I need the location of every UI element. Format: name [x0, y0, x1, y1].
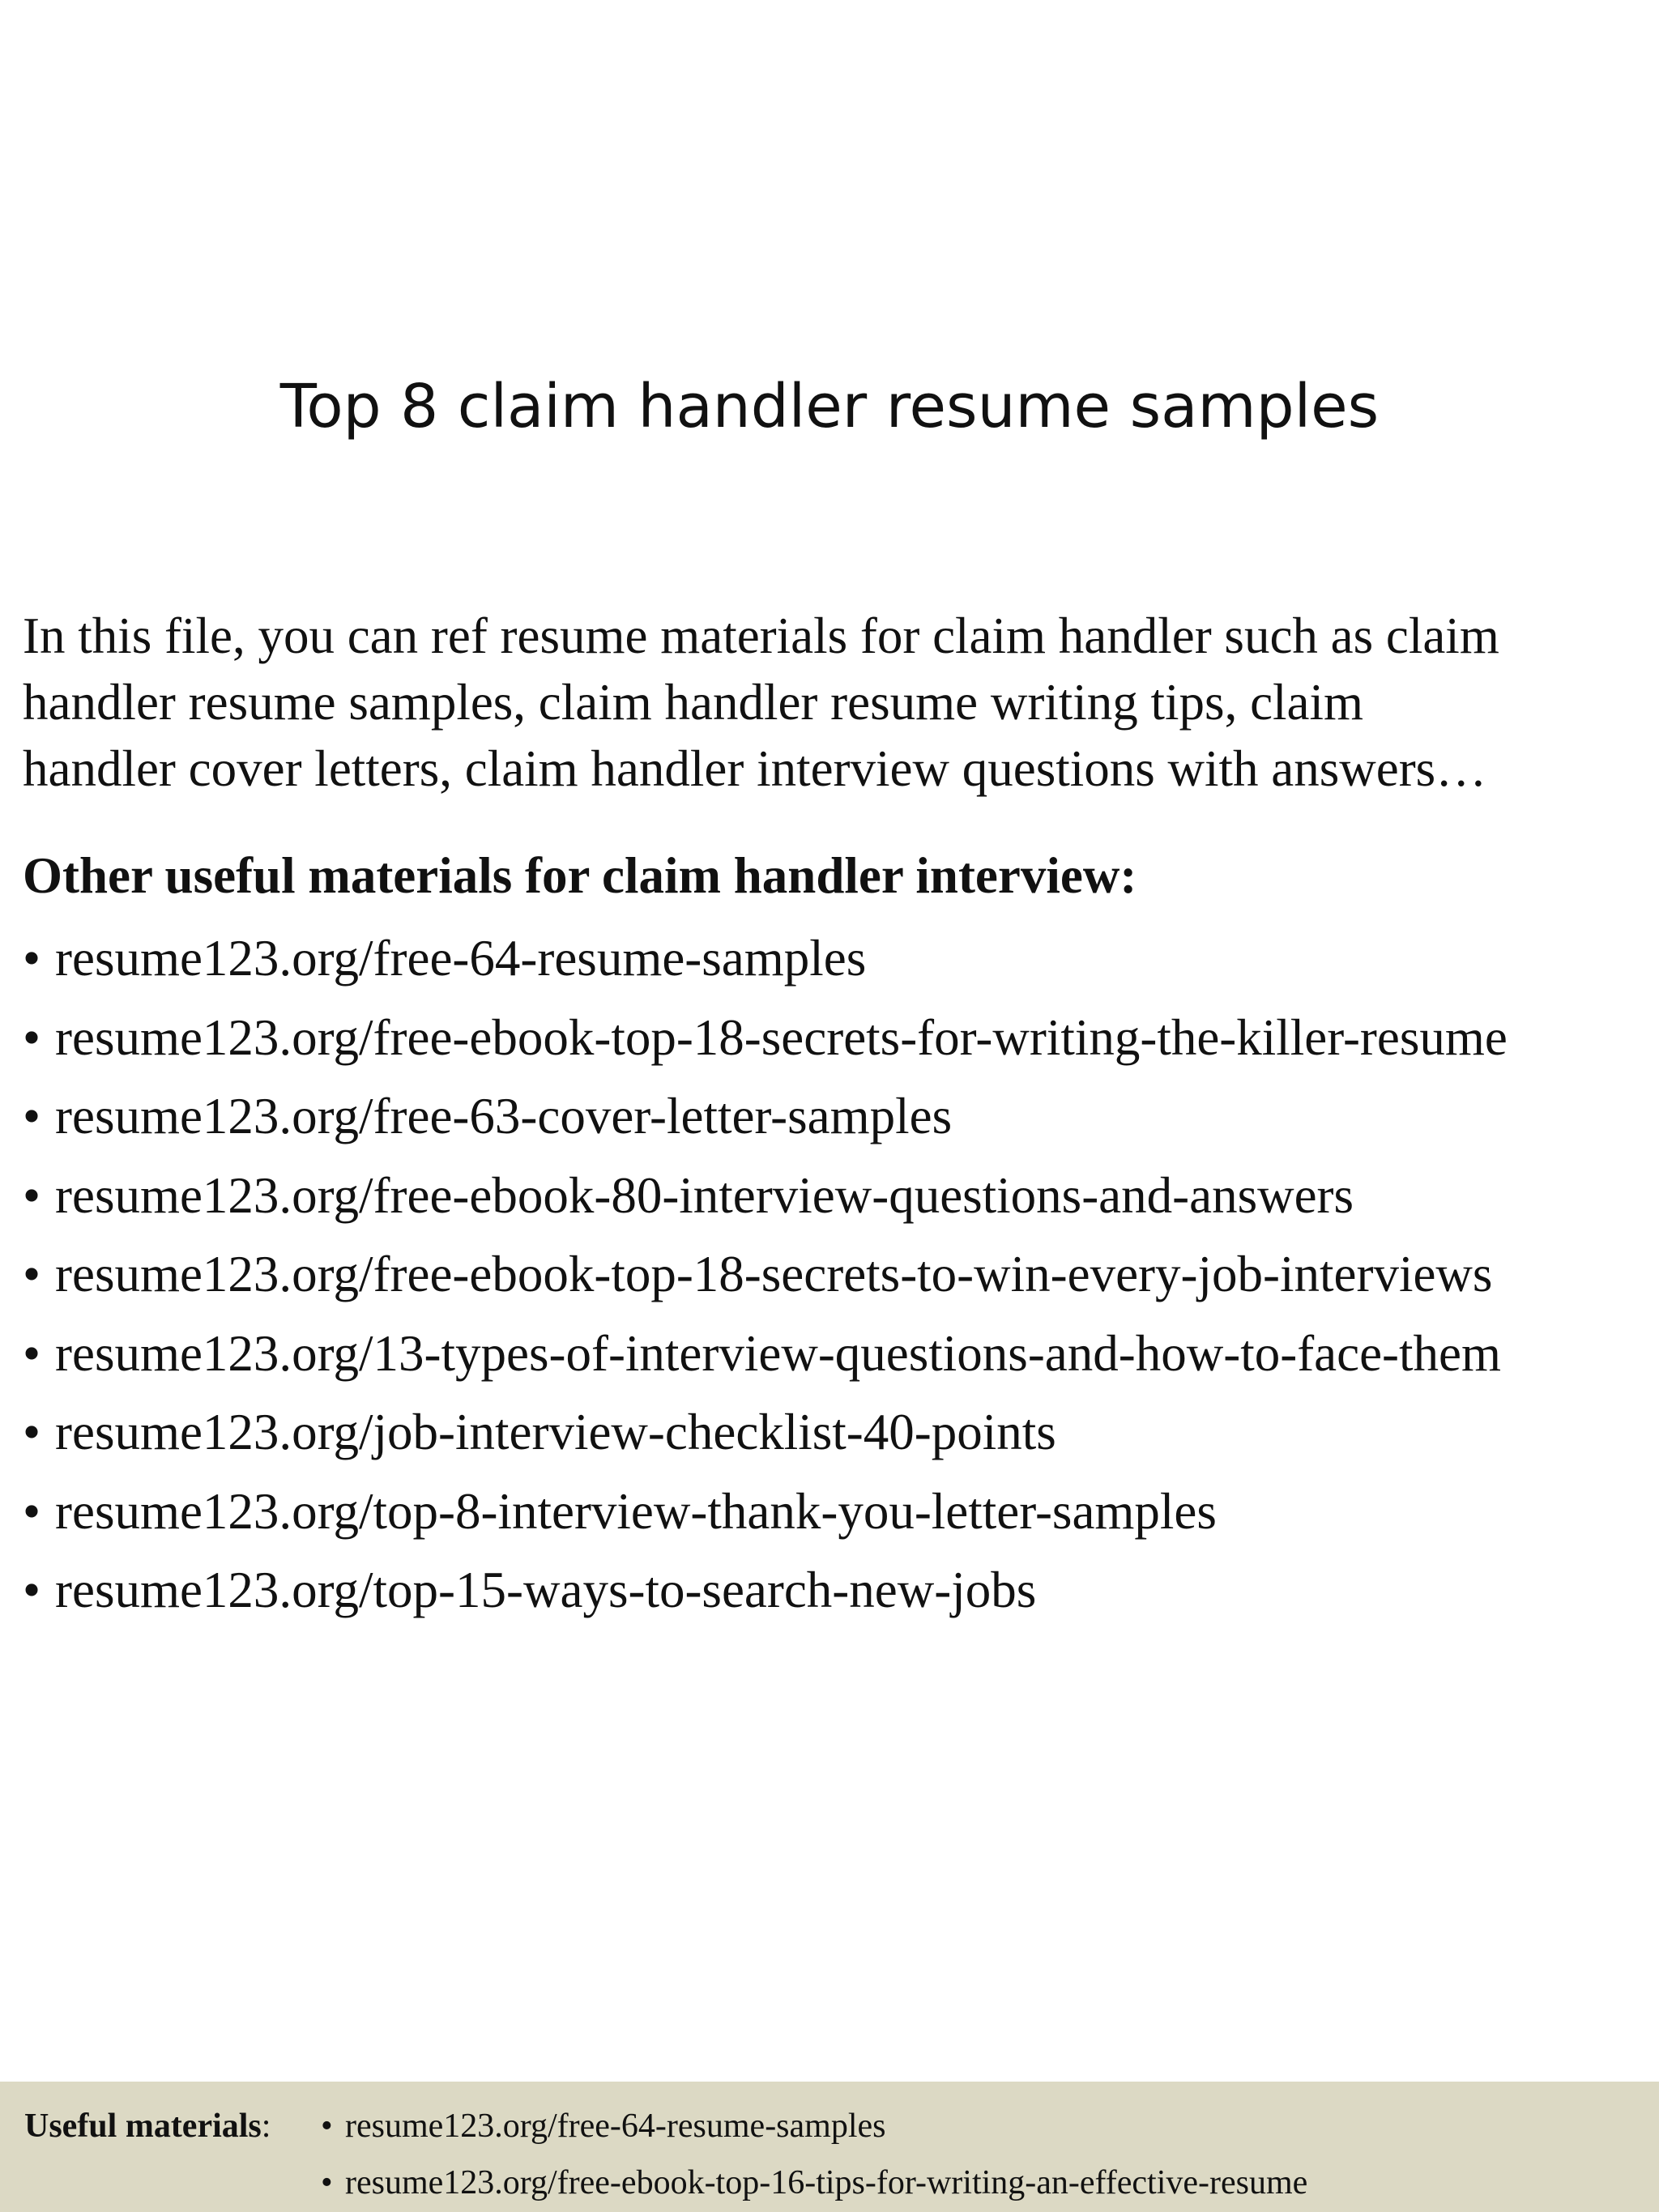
- list-item: [23, 999, 1508, 1078]
- material-link[interactable]: resume123.org/free-ebook-top-18-secrets-for-writing-the-killer-resume: [55, 1008, 1508, 1066]
- material-link[interactable]: resume123.org/13-types-of-interview-questions-and-how-to-face-them: [55, 1324, 1502, 1382]
- list-item: [23, 1393, 1508, 1473]
- material-link[interactable]: resume123.org/free-64-resume-samples: [55, 930, 867, 987]
- bullet-icon: •: [321, 2164, 333, 2201]
- list-item: [23, 1077, 1508, 1157]
- bullet-icon: •: [321, 2108, 333, 2145]
- bullet-icon: •: [23, 930, 41, 987]
- bullet-icon: •: [23, 1088, 41, 1144]
- footer-label-text: Useful materials: [24, 2108, 262, 2145]
- bullet-icon: •: [23, 1404, 41, 1460]
- footer-label: [24, 2098, 271, 2154]
- material-link[interactable]: resume123.org/job-interview-checklist-40-points: [55, 1404, 1056, 1460]
- bullet-icon: •: [23, 1482, 41, 1540]
- material-link[interactable]: resume123.org/free-ebook-top-18-secrets-to-win-every-job-interviews: [55, 1246, 1493, 1302]
- footer-link-list: [321, 2098, 1307, 2211]
- footer-link[interactable]: resume123.org/free-64-resume-samples: [345, 2108, 886, 2145]
- list-item: [23, 1235, 1508, 1315]
- bullet-icon: •: [23, 1008, 41, 1066]
- list-item: [321, 2154, 1307, 2211]
- intro-line: In this file, you can ref resume materials for claim handler such as claim: [23, 607, 1499, 664]
- bullet-icon: •: [23, 1246, 41, 1302]
- bullet-icon: •: [23, 1562, 41, 1618]
- bullet-icon: •: [23, 1166, 41, 1224]
- footer-bar: [0, 2082, 1659, 2212]
- page-title: Top 8 claim handler resume samples: [279, 372, 1380, 441]
- bullet-icon: •: [23, 1324, 41, 1382]
- list-item: [23, 1315, 1508, 1394]
- material-link[interactable]: resume123.org/top-8-interview-thank-you-letter-samples: [55, 1482, 1217, 1540]
- list-item: [23, 1473, 1508, 1552]
- list-item: [23, 1157, 1508, 1236]
- intro-paragraph: [23, 603, 1651, 802]
- intro-line: handler resume samples, claim handler resume writing tips, claim: [23, 674, 1364, 731]
- list-item: [23, 1551, 1508, 1630]
- material-link[interactable]: resume123.org/free-63-cover-letter-samples: [55, 1088, 953, 1144]
- material-link[interactable]: resume123.org/top-15-ways-to-search-new-jobs: [55, 1562, 1037, 1618]
- materials-link-list: [23, 919, 1508, 1630]
- footer-link[interactable]: resume123.org/free-ebook-top-16-tips-for-writing-an-effective-resume: [345, 2164, 1308, 2201]
- intro-line: handler cover letters, claim handler interview questions with answers…: [23, 740, 1487, 797]
- materials-heading: Other useful materials for claim handler interview:: [23, 847, 1137, 904]
- list-item: [23, 919, 1508, 999]
- list-item: [321, 2098, 1307, 2154]
- material-link[interactable]: resume123.org/free-ebook-80-interview-questions-and-answers: [55, 1166, 1354, 1224]
- footer-label-separator: :: [261, 2108, 271, 2145]
